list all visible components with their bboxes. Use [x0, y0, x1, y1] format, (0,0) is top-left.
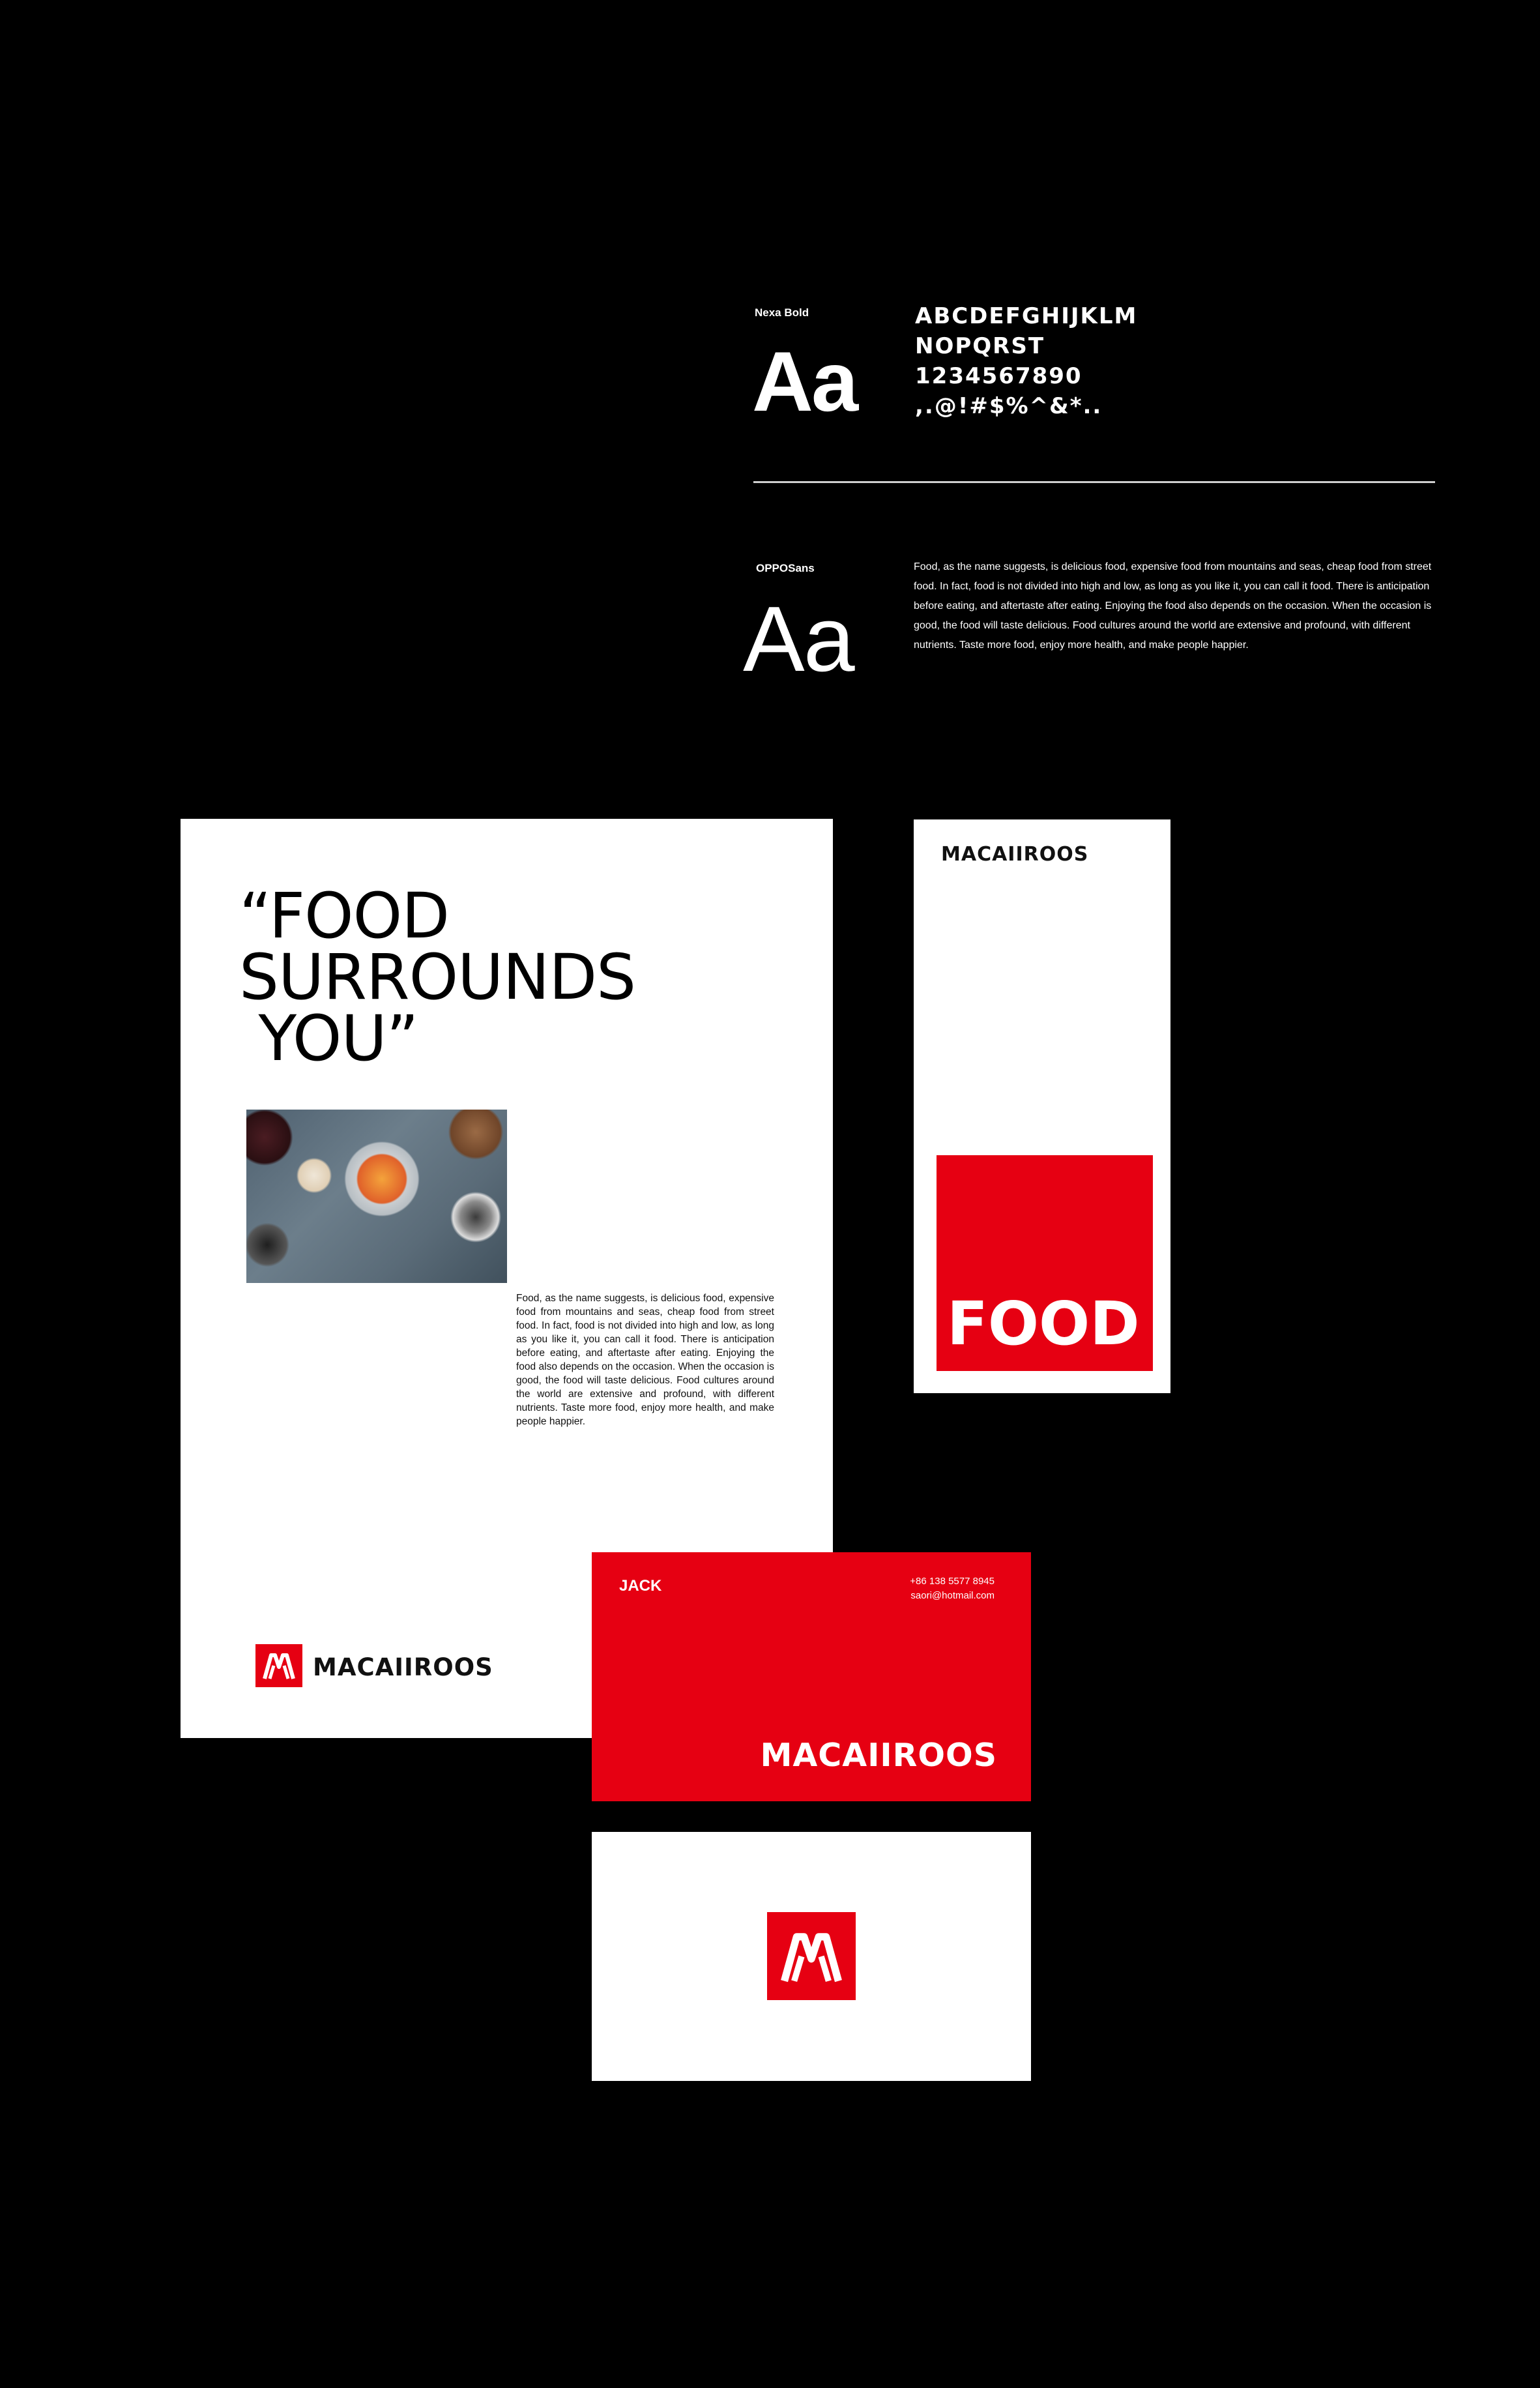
tall-card [914, 819, 1170, 1393]
poster-body-text: Food, as the name suggests, is delicious food, expensive food from mountains and seas, cheap food from street food. In fact, food is not divided into high and low, as long as you like it, you can call it food. There is anticipation before eating, and aftertaste after eating. Enjoying the food also depends on the occasion. When the occasion is good, the food will taste delicious. Food cultures around the world are extensive and profound, with different nutrients. Taste more food, enjoy more health, and make people happier. [516, 1293, 774, 1427]
glyph-line: 1234567890 [915, 363, 1082, 389]
tall-card-brand: MACAIIROOS [941, 843, 1089, 866]
secondary-font-sample: Aa [743, 587, 854, 691]
headline-line: YOU” [239, 1002, 418, 1075]
section-divider [753, 481, 1435, 483]
glyph-line: ,.@!#$%^&*.. [915, 393, 1103, 419]
primary-font-sample: Aa [752, 334, 857, 429]
contact-email: saori@hotmail.com [910, 1590, 995, 1601]
business-card-back [592, 1832, 1031, 2081]
macaiiroos-logo-icon [767, 1912, 856, 2000]
poster-headline [239, 879, 636, 1075]
food-photo [246, 1110, 507, 1283]
macaiiroos-logo-icon [255, 1644, 302, 1687]
food-label: FOOD [947, 1289, 1140, 1359]
secondary-font-name: OPPOSans [756, 562, 815, 574]
glyph-line: ABCDEFGHIJKLM [915, 303, 1138, 329]
glyph-line: NOPQRST [915, 333, 1045, 359]
contact-details [910, 1574, 995, 1603]
business-card-front [592, 1552, 1031, 1801]
food-block [937, 1155, 1153, 1371]
poster-brand-wordmark: MACAIIROOS [313, 1653, 493, 1681]
business-card-brand: MACAIIROOS [760, 1737, 997, 1774]
headline-line: “FOOD [239, 879, 450, 952]
contact-name: JACK [619, 1577, 662, 1595]
contact-phone: +86 138 5577 8945 [910, 1576, 995, 1587]
primary-font-name: Nexa Bold [755, 306, 809, 319]
glyph-set [915, 301, 1137, 421]
headline-line: SURROUNDS [239, 941, 636, 1014]
specimen-paragraph: Food, as the name suggests, is delicious food, expensive food from mountains and seas, cheap food from street food. In fact, food is not divided into high and low, as long as you like it, you can call it food. There is anticipation before eating, and aftertaste after eating. Enjoying the food also depends on the occasion. When the occasion is good, the food will taste delicious. Food cultures around the world are extensive and profound, with different nutrients. Taste more food, enjoy more health, and make people happier. [914, 561, 1432, 651]
